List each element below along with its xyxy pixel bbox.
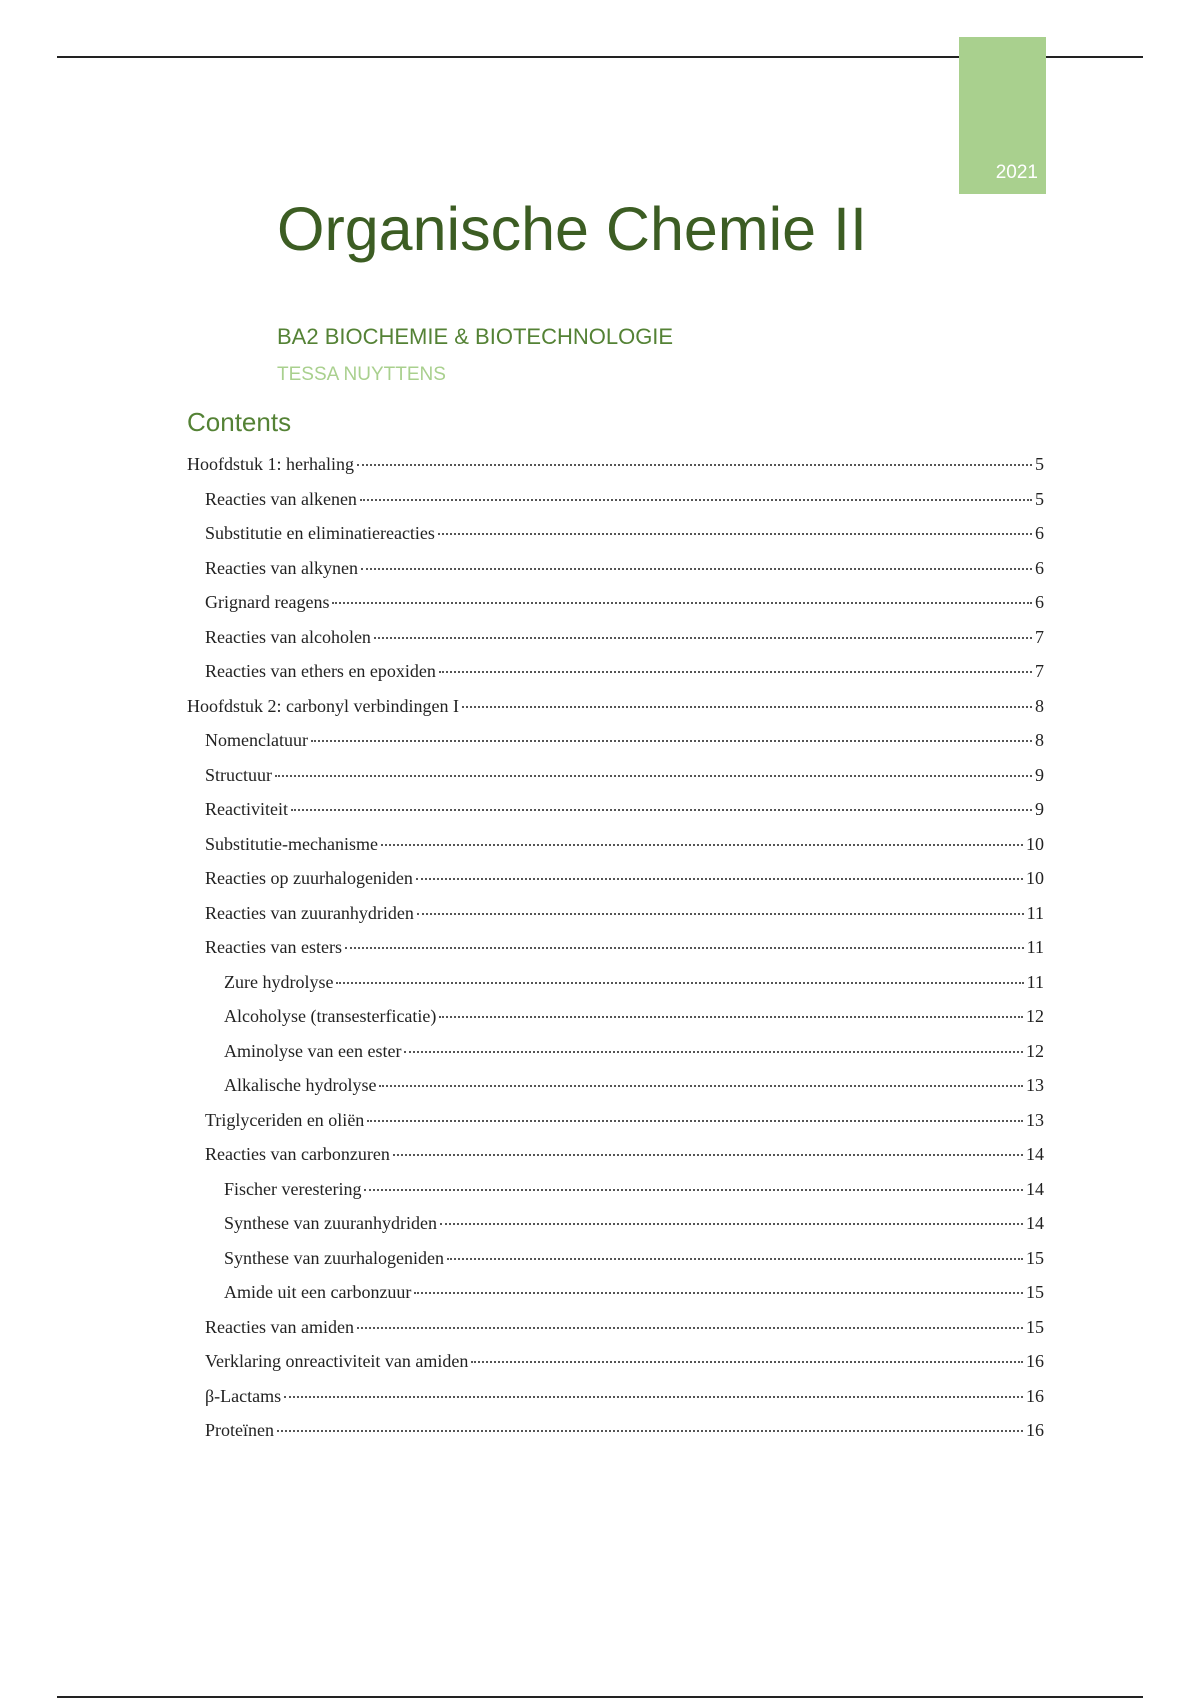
toc-dot-leader — [311, 740, 1032, 742]
toc-entry-page[interactable]: 11 — [1026, 937, 1044, 957]
toc-entry[interactable] — [187, 1073, 1044, 1108]
toc-entry-page[interactable]: 5 — [1035, 454, 1044, 474]
toc-entry[interactable] — [187, 1004, 1044, 1039]
toc-entry-page[interactable]: 6 — [1035, 592, 1044, 612]
toc-entry-title[interactable]: Grignard reagens — [205, 592, 330, 612]
toc-entry-page[interactable]: 7 — [1035, 661, 1044, 681]
toc-entry-title[interactable]: β-Lactams — [205, 1385, 282, 1406]
toc-dot-leader — [471, 1361, 1023, 1363]
toc-dot-leader — [345, 947, 1024, 949]
toc-entry-page[interactable]: 11 — [1026, 902, 1044, 923]
toc-entry-page[interactable]: 13 — [1026, 1075, 1044, 1095]
toc-dot-leader — [277, 1430, 1023, 1432]
document-author: TESSA NUYTTENS — [277, 364, 446, 385]
toc-dot-leader — [360, 499, 1032, 501]
toc-entry[interactable] — [187, 1384, 1044, 1419]
toc-entry-title[interactable]: Reacties van alcoholen — [205, 626, 371, 647]
toc-dot-leader — [357, 464, 1032, 466]
toc-entry-title[interactable]: Triglyceriden en oliën — [205, 1109, 365, 1130]
toc-entry-title[interactable]: Reacties op zuurhalogeniden — [205, 868, 413, 888]
toc-entry-page[interactable]: 15 — [1026, 1282, 1044, 1302]
toc-entry-title[interactable]: Synthese van zuurhalogeniden — [224, 1247, 444, 1268]
contents-heading: Contents — [187, 407, 292, 437]
toc-entry-title[interactable]: Alcoholyse (transesterficatie) — [224, 1006, 437, 1026]
toc-entry-title[interactable]: Reacties van zuuranhydriden — [205, 902, 414, 923]
toc-entry-title[interactable]: Alkalische hydrolyse — [224, 1075, 377, 1095]
bottom-rule — [57, 1696, 1143, 1698]
toc-entry[interactable] — [187, 1280, 1044, 1315]
toc-dot-leader — [447, 1258, 1023, 1260]
toc-entry-title[interactable]: Fischer verestering — [224, 1178, 362, 1199]
toc-dot-leader — [439, 671, 1032, 673]
toc-dot-leader — [336, 982, 1023, 984]
toc-dot-leader — [417, 913, 1024, 915]
toc-entry-title[interactable]: Reacties van alkynen — [205, 557, 358, 578]
toc-entry[interactable] — [187, 901, 1044, 936]
toc-entry-title[interactable]: Substitutie en eliminatiereacties — [205, 523, 435, 543]
toc-dot-leader — [393, 1154, 1023, 1156]
toc-dot-leader — [361, 568, 1032, 570]
toc-entry-title[interactable]: Reacties van alkenen — [205, 488, 357, 509]
toc-dot-leader — [379, 1085, 1023, 1087]
toc-entry-title[interactable]: Reacties van ethers en epoxiden — [205, 661, 436, 681]
toc-entry[interactable] — [187, 935, 1044, 970]
toc-entry[interactable] — [187, 487, 1044, 522]
toc-dot-leader — [332, 602, 1032, 604]
toc-entry-page[interactable]: 6 — [1035, 557, 1044, 578]
toc-entry[interactable] — [187, 1418, 1044, 1453]
toc-entry-page[interactable]: 13 — [1026, 1109, 1044, 1130]
toc-entry-page[interactable]: 14 — [1026, 1213, 1044, 1233]
document-title: Organische Chemie II — [277, 195, 867, 263]
toc-entry-page[interactable]: 7 — [1035, 626, 1044, 647]
toc-entry-page[interactable]: 14 — [1026, 1178, 1044, 1199]
table-of-contents — [187, 452, 1044, 1453]
toc-entry[interactable] — [187, 728, 1044, 763]
toc-entry-title[interactable]: Amide uit een carbonzuur — [224, 1282, 412, 1302]
toc-entry-page[interactable]: 16 — [1026, 1385, 1044, 1406]
toc-entry[interactable] — [187, 452, 1044, 487]
toc-dot-leader — [462, 706, 1032, 708]
toc-dot-leader — [440, 1223, 1023, 1225]
toc-entry-title[interactable]: Reacties van amiden — [205, 1316, 354, 1337]
toc-entry-page[interactable]: 8 — [1035, 730, 1044, 750]
toc-entry[interactable] — [187, 763, 1044, 798]
toc-entry[interactable] — [187, 970, 1044, 1005]
toc-dot-leader — [275, 775, 1032, 777]
toc-entry[interactable] — [187, 1177, 1044, 1212]
toc-dot-leader — [438, 533, 1032, 535]
toc-entry-page[interactable]: 15 — [1026, 1247, 1044, 1268]
toc-entry[interactable] — [187, 1039, 1044, 1074]
toc-entry[interactable] — [187, 556, 1044, 591]
toc-entry-page[interactable]: 6 — [1035, 523, 1044, 543]
toc-entry-page[interactable]: 14 — [1026, 1144, 1044, 1164]
toc-dot-leader — [414, 1292, 1023, 1294]
toc-dot-leader — [416, 878, 1023, 880]
toc-entry[interactable] — [187, 694, 1044, 729]
toc-dot-leader — [381, 844, 1023, 846]
toc-entry-title[interactable]: Zure hydrolyse — [224, 971, 334, 992]
toc-entry-page[interactable]: 11 — [1026, 971, 1044, 992]
toc-entry-page[interactable]: 8 — [1035, 695, 1044, 716]
toc-entry-title[interactable]: Hoofdstuk 2: carbonyl verbindingen I — [187, 695, 459, 716]
toc-entry[interactable] — [187, 1349, 1044, 1384]
document-subtitle: BA2 BIOCHEMIE & BIOTECHNOLOGIE — [277, 324, 674, 349]
toc-entry-page[interactable]: 16 — [1026, 1351, 1044, 1371]
toc-dot-leader — [404, 1051, 1023, 1053]
toc-entry-page[interactable]: 5 — [1035, 488, 1044, 509]
toc-entry-page[interactable]: 12 — [1026, 1006, 1044, 1026]
toc-entry-title[interactable]: Reacties van esters — [205, 937, 342, 957]
toc-entry[interactable] — [187, 521, 1044, 556]
toc-entry-title[interactable]: Structuur — [205, 764, 272, 785]
toc-entry-title[interactable]: Aminolyse van een ester — [224, 1040, 402, 1061]
toc-entry[interactable] — [187, 797, 1044, 832]
toc-entry-page[interactable]: 10 — [1026, 868, 1044, 888]
toc-dot-leader — [284, 1396, 1023, 1398]
toc-entry-title[interactable]: Substitutie-mechanisme — [205, 833, 378, 854]
toc-entry-title[interactable]: Reactiviteit — [205, 799, 288, 819]
toc-dot-leader — [439, 1016, 1023, 1018]
toc-entry[interactable] — [187, 1315, 1044, 1350]
toc-entry-title[interactable]: Synthese van zuuranhydriden — [224, 1213, 437, 1233]
toc-entry-page[interactable]: 9 — [1035, 799, 1044, 819]
toc-entry-page[interactable]: 15 — [1026, 1316, 1044, 1337]
toc-entry-page[interactable]: 12 — [1026, 1040, 1044, 1061]
toc-entry-page[interactable]: 10 — [1026, 833, 1044, 854]
toc-entry[interactable] — [187, 1142, 1044, 1177]
toc-dot-leader — [291, 809, 1032, 811]
year-label: 2021 — [995, 162, 1038, 183]
toc-entry[interactable] — [187, 1211, 1044, 1246]
toc-dot-leader — [357, 1327, 1023, 1329]
toc-dot-leader — [364, 1189, 1023, 1191]
toc-entry-title[interactable]: Proteïnen — [205, 1420, 274, 1440]
toc-entry[interactable] — [187, 1246, 1044, 1281]
toc-entry-page[interactable]: 9 — [1035, 764, 1044, 785]
toc-entry-title[interactable]: Hoofdstuk 1: herhaling — [187, 454, 354, 474]
toc-entry[interactable] — [187, 832, 1044, 867]
toc-entry[interactable] — [187, 659, 1044, 694]
toc-entry[interactable] — [187, 866, 1044, 901]
toc-entry-title[interactable]: Verklaring onreactiviteit van amiden — [205, 1351, 469, 1371]
year-box — [959, 37, 1046, 194]
toc-entry-title[interactable]: Nomenclatuur — [205, 730, 308, 750]
toc-dot-leader — [374, 637, 1032, 639]
toc-entry[interactable] — [187, 590, 1044, 625]
toc-entry-page[interactable]: 16 — [1026, 1420, 1044, 1440]
toc-entry-title[interactable]: Reacties van carbonzuren — [205, 1144, 390, 1164]
toc-entry[interactable] — [187, 1108, 1044, 1143]
toc-dot-leader — [367, 1120, 1023, 1122]
toc-entry[interactable] — [187, 625, 1044, 660]
